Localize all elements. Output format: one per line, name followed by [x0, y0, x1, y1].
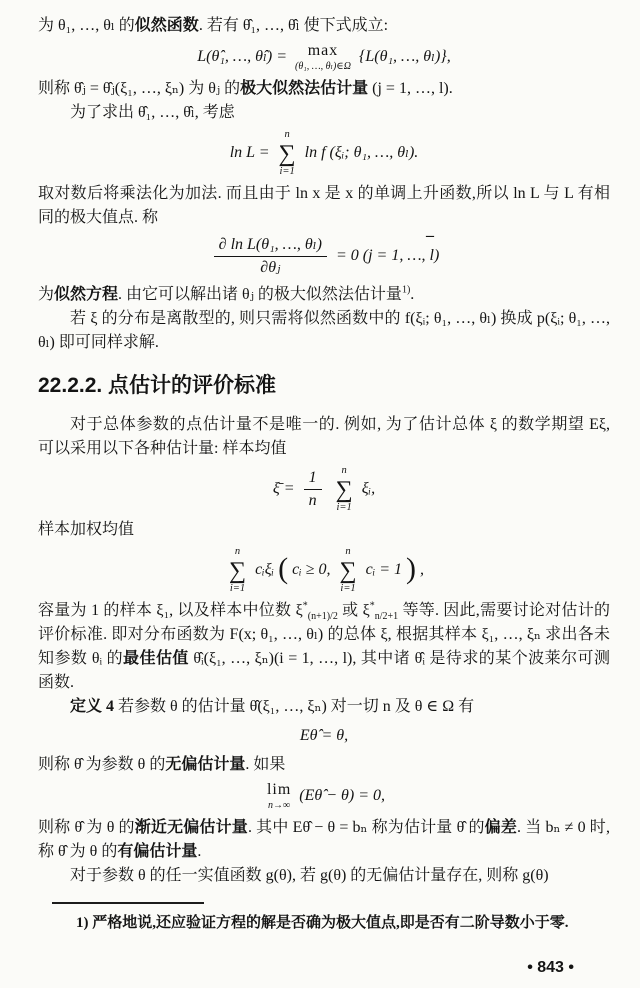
- paragraph-mle-definition: 则称 θ̂ⱼ = θ̂ⱼ(ξ₁, …, ξₙ) 为 θⱼ 的极大似然法估计量 (j = 1, …, l).: [38, 80, 453, 97]
- formula-likelihood-equation: [38, 235, 610, 278]
- sigma-icon: ∑: [339, 557, 357, 584]
- formula-likelihood-max: [38, 43, 610, 72]
- formula-lhs: L(θ̂₁, …, θ̂ₗ) =: [197, 48, 288, 66]
- close-paren: ): [406, 551, 417, 585]
- formula-text: Eθ̂ = θ,: [299, 727, 349, 744]
- formula-tail: ,: [420, 561, 425, 579]
- paragraph-function-g: 对于参数 θ 的任一实值函数 g(θ), 若 g(θ) 的无偏估计量存在, 则称 g(θ): [70, 867, 549, 884]
- formula-condition: cᵢ ≥ 0,: [292, 561, 335, 579]
- paragraph-weighted-mean-label: 样本加权均值: [38, 521, 135, 538]
- sum-upper-limit: n: [234, 546, 241, 557]
- summation-symbol: [229, 547, 246, 594]
- open-paren: (: [278, 551, 289, 585]
- scan-artifact-dash: –: [426, 227, 434, 244]
- formula-rhs: = 0 (j = 1, …, l): [335, 247, 440, 265]
- lim-op-condition: n→∞: [268, 800, 291, 811]
- formula-asymptotic-limit: [38, 782, 610, 811]
- summation-symbol: [340, 547, 357, 594]
- sum-upper-limit: n: [345, 546, 351, 557]
- formula-log-likelihood: [38, 130, 610, 177]
- formula-sample-mean: [38, 466, 610, 513]
- paragraph-likelihood-intro: 为 θ₁, …, θₗ 的似然函数. 若有 θ̂₁, …, θ̂ₗ 使下式成立:: [38, 17, 389, 34]
- paragraph-evaluation-criteria: 容量为 1 的样本 ξ₁, 以及样本中位数 $\xi^*_{(n+1)/2}$ 或 $\xi^*_{n/2+1}$ 等等. 因此,需要讨论对估计的评价标准. 即对分布函数为 F(x; θ₁, …, θₗ) 的总体 ξ, 根据其样本 ξ₁, …, ξₙ 求出各未知参数 θᵢ 的最佳估值 θ̂ᵢ(ξ₁, …, ξₙ)(i = 1, …, l), 其中诸 θ̂ᵢ 是待求的某个波莱尔可测函数.: [38, 600, 610, 691]
- summation-symbol: [279, 130, 296, 177]
- paragraph-definition-4: 定义 4 若参数 θ 的估计量 θ̂(ξ₁, …, ξₙ) 对一切 n 及 θ ∈ Ω 有: [70, 698, 475, 715]
- sum-upper-limit: n: [284, 129, 290, 140]
- fraction: [214, 235, 327, 278]
- formula-unbiased: [38, 724, 610, 748]
- paragraph-estimators-not-unique: 对于总体参数的点估计量不是唯一的. 例如, 为了估计总体 ξ 的数学期望 Eξ, 可以采用以下各种估计量: 样本均值: [38, 416, 610, 457]
- fraction: [304, 468, 322, 511]
- fraction-denominator: ∂θⱼ: [260, 259, 281, 276]
- paragraph-likelihood-equation-name: 为似然方程. 由它可以解出诸 θⱼ 的极大似然法估计量$^{1)}$.: [38, 284, 415, 303]
- formula-rhs: ξᵢ,: [361, 480, 376, 498]
- sigma-icon: ∑: [335, 476, 353, 503]
- sigma-icon: ∑: [228, 557, 247, 584]
- formula-term: cᵢξᵢ: [255, 561, 275, 579]
- formula-weighted-mean: [38, 547, 610, 594]
- sum-lower-limit: i=1: [279, 165, 295, 177]
- summation-symbol: [336, 466, 353, 513]
- paragraph-logarithm-note: 取对数后将乘法化为加法. 而且由于 ln x 是 x 的单调上升函数,所以 ln L 与 L 有相同的极大值点. 称: [38, 185, 610, 226]
- footnote-text: 1) 严格地说,还应验证方程的解是否确为极大值点,即是否有二阶导数小于零.: [76, 915, 569, 931]
- fraction-denominator: n: [308, 492, 317, 509]
- sum-lower-limit: i=1: [229, 582, 246, 594]
- fraction-numerator: 1: [304, 468, 322, 490]
- formula-lhs: ξ̄ =: [272, 480, 295, 498]
- sum-lower-limit: i=1: [336, 501, 352, 513]
- footnote-divider: [52, 902, 204, 904]
- paragraph-asymptotic-unbiased: 则称 θ̂ 为 θ 的渐近无偏估计量. 其中 Eθ̂ − θ = bₙ 称为估计量 θ̂ 的偏差. 当 bₙ ≠ 0 时,称 θ̂ 为 θ 的有偏估计量.: [38, 819, 610, 860]
- lim-op-label: lim: [266, 781, 292, 798]
- lim-operator: [267, 782, 291, 811]
- sum-upper-limit: n: [341, 465, 347, 476]
- formula-lhs: ln L =: [229, 144, 270, 162]
- section-heading: 22.2.2. 点估计的评价标准: [38, 374, 277, 397]
- fraction-numerator: ∂ ln L(θ₁, …, θₗ): [214, 235, 327, 257]
- formula-rhs: (Eθ̂ − θ) = 0,: [299, 787, 386, 805]
- formula-condition: cᵢ = 1: [365, 561, 403, 579]
- paragraph-discrete-case: 若 ξ 的分布是离散型的, 则只需将似然函数中的 f(ξᵢ; θ₁, …, θₗ) 换成 p(ξᵢ; θ₁, …, θₗ) 即可同样求解.: [38, 310, 610, 351]
- max-op-label: max: [307, 42, 339, 59]
- page-number: • 843 •: [527, 959, 574, 976]
- sum-lower-limit: i=1: [340, 582, 356, 594]
- formula-rhs: {L(θ₁, …, θₗ)},: [358, 48, 451, 66]
- paragraph-unbiased-estimator: 则称 θ̂ 为参数 θ 的无偏估计量. 如果: [38, 756, 286, 773]
- paragraph-to-find: 为了求出 θ̂₁, …, θ̂ₗ, 考虑: [70, 104, 235, 121]
- sigma-icon: ∑: [278, 140, 296, 167]
- max-operator: [295, 43, 351, 72]
- formula-rhs: ln f (ξᵢ; θ₁, …, θₗ).: [304, 144, 419, 162]
- max-op-condition: (θ₁, …, θₗ)∈Ω: [295, 61, 351, 72]
